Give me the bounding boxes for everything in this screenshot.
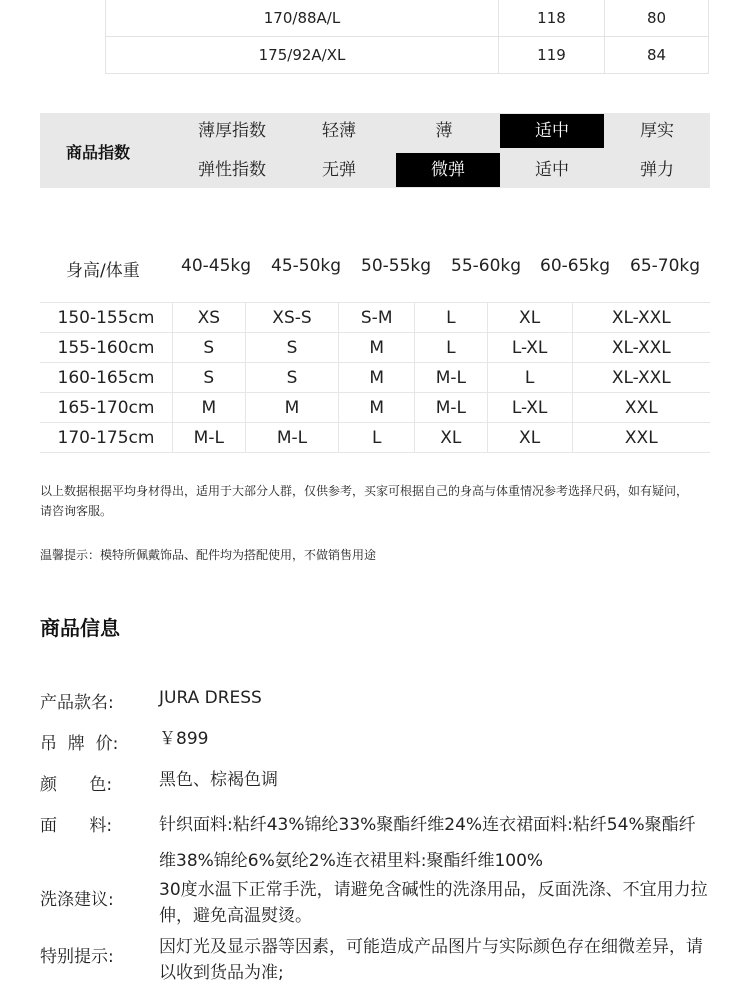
- tag-price-value: ￥899: [159, 729, 209, 749]
- size-cell: XL: [487, 423, 572, 453]
- thickness-option-thick: 厚实: [640, 121, 674, 141]
- fabric-label: 面 料:: [40, 816, 113, 836]
- size-cell: M: [339, 363, 415, 393]
- table-cell: 170/88A/L: [106, 0, 499, 37]
- table-cell: 175/92A/XL: [106, 37, 499, 74]
- elasticity-option-none: 无弹: [322, 160, 356, 180]
- size-cell: L: [487, 363, 572, 393]
- size-cell: S: [245, 333, 339, 363]
- size-recommendation-table: [40, 302, 710, 453]
- table-cell: 84: [605, 37, 709, 74]
- height-cell: 155-160cm: [40, 333, 173, 363]
- table-row: [106, 0, 709, 37]
- size-cell: L-XL: [487, 333, 572, 363]
- size-cell: L: [415, 333, 488, 363]
- product-name-label: 产品款名:: [40, 693, 114, 713]
- product-index-panel: [40, 113, 710, 188]
- size-measurement-table: [105, 0, 709, 74]
- size-chart-corner-label: 身高/体重: [66, 261, 140, 281]
- size-cell: S-M: [339, 303, 415, 333]
- table-cell: 80: [605, 0, 709, 37]
- height-cell: 165-170cm: [40, 393, 173, 423]
- product-info-title: 商品信息: [40, 616, 120, 640]
- size-cell: XL-XXL: [572, 363, 710, 393]
- size-cell: L: [415, 303, 488, 333]
- tag-price-label: 吊 牌 价:: [40, 734, 119, 754]
- model-accessories-tip: 温馨提示：模特所佩戴饰品、配件均为搭配使用，不做销售用途: [40, 548, 377, 562]
- table-cell: 118: [499, 0, 605, 37]
- table-row: [40, 393, 710, 423]
- size-cell: XL-XXL: [572, 303, 710, 333]
- elasticity-option-slight-selected: 微弹: [396, 153, 500, 187]
- size-cell: S: [173, 333, 246, 363]
- table-row: [40, 303, 710, 333]
- thickness-index-row: [178, 114, 710, 150]
- size-cell: M: [339, 333, 415, 363]
- elasticity-option-stretch: 弹力: [640, 160, 674, 180]
- size-cell: XS-S: [245, 303, 339, 333]
- size-chart-weight-header: 40-45kg: [181, 256, 252, 276]
- thickness-option-medium-selected: 适中: [500, 114, 604, 148]
- size-cell: M: [339, 393, 415, 423]
- color-label: 颜 色:: [40, 775, 113, 795]
- size-cell: XXL: [572, 393, 710, 423]
- size-cell: M: [245, 393, 339, 423]
- table-row: [40, 363, 710, 393]
- size-cell: M-L: [415, 363, 488, 393]
- size-chart-weight-header: 60-65kg: [540, 256, 611, 276]
- size-cell: M-L: [173, 423, 246, 453]
- product-name-value: JURA DRESS: [159, 688, 262, 708]
- thickness-index-label: 薄厚指数: [198, 121, 266, 141]
- size-cell: M: [173, 393, 246, 423]
- product-index-title: 商品指数: [66, 143, 131, 162]
- size-cell: S: [173, 363, 246, 393]
- thickness-option-thin-light: 轻薄: [322, 121, 356, 141]
- elasticity-index-label: 弹性指数: [198, 160, 266, 180]
- size-data-note: 以上数据根据平均身材得出，适用于大部分人群，仅供参考，买家可根据自己的身高与体重情况参考选择尺码，如有疑问，请咨询客服。: [40, 484, 689, 518]
- size-chart-weight-header: 65-70kg: [630, 256, 701, 276]
- height-cell: 160-165cm: [40, 363, 173, 393]
- special-notice-value: 因灯光及显示器等因素，可能造成产品图片与实际颜色存在细微差异，请以收到货品为准;: [159, 937, 703, 983]
- size-cell: S: [245, 363, 339, 393]
- size-cell: XL-XXL: [572, 333, 710, 363]
- table-row: [106, 37, 709, 74]
- size-chart-weight-header: 55-60kg: [451, 256, 522, 276]
- special-notice-label: 特别提示:: [40, 947, 114, 967]
- fabric-value: 针织面料:粘纤43%锦纶33%聚酯纤维24%连衣裙面料:粘纤54%聚酯纤维38%锦纶6%氨纶2%连衣裙里料:聚酯纤维100%: [159, 815, 696, 871]
- size-cell: L: [339, 423, 415, 453]
- elasticity-index-row: [178, 153, 710, 189]
- height-cell: 170-175cm: [40, 423, 173, 453]
- size-chart-weight-header: 50-55kg: [361, 256, 432, 276]
- size-cell: M-L: [245, 423, 339, 453]
- table-row: [40, 333, 710, 363]
- size-cell: XL: [415, 423, 488, 453]
- size-cell: XXL: [572, 423, 710, 453]
- size-cell: XL: [487, 303, 572, 333]
- table-cell: 119: [499, 37, 605, 74]
- size-cell: XS: [173, 303, 246, 333]
- washing-advice-value: 30度水温下正常手洗，请避免含碱性的洗涤用品，反面洗涤、不宜用力拉伸，避免高温熨烫。: [159, 880, 708, 926]
- size-cell: L-XL: [487, 393, 572, 423]
- size-cell: M-L: [415, 393, 488, 423]
- color-value: 黑色、棕褐色调: [159, 770, 278, 790]
- table-row: [40, 423, 710, 453]
- height-cell: 150-155cm: [40, 303, 173, 333]
- size-chart-weight-header: 45-50kg: [271, 256, 342, 276]
- thickness-option-thin: 薄: [435, 121, 453, 141]
- washing-advice-label: 洗涤建议:: [40, 890, 114, 910]
- elasticity-option-medium: 适中: [535, 160, 569, 180]
